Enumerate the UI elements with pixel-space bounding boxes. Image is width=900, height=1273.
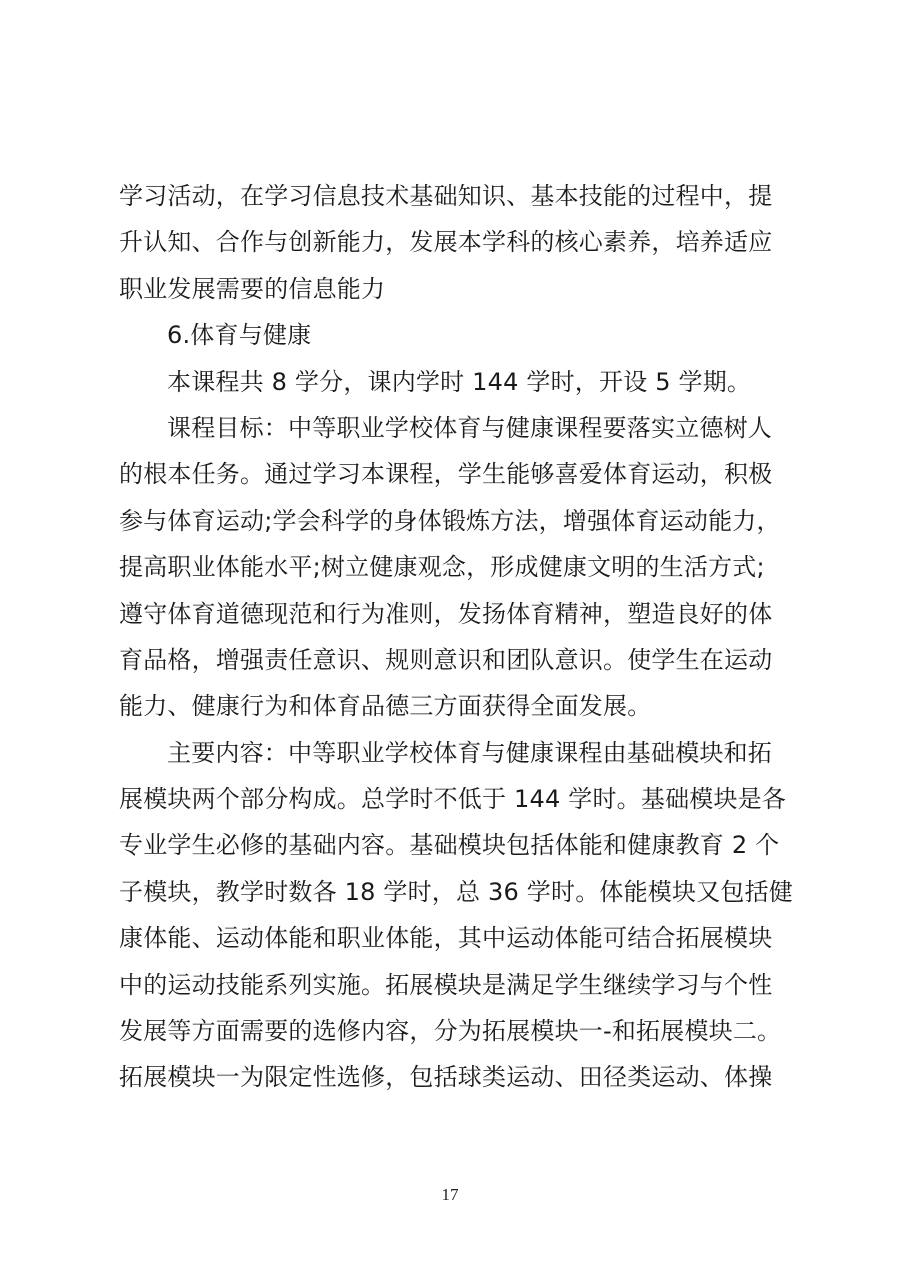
text-line: 的根本任务。通过学习本课程，学生能够喜爱体育运动，积极 xyxy=(119,460,773,489)
text-line: 职业发展需要的信息能力 xyxy=(119,274,386,303)
page-number: 17 xyxy=(441,1185,459,1204)
text-line: 能力、健康行为和体育品德三方面获得全面发展。 xyxy=(119,692,652,721)
section-heading xyxy=(119,312,791,358)
text-line: 展模块两个部分构成。总学时不低于 144 学时。基础模块是各 xyxy=(119,785,787,814)
text-line: 提高职业体能水平;树立健康观念，形成健康文明的生活方式; xyxy=(119,553,765,582)
text-line: 拓展模块一为限定性选修，包括球类运动、田径类运动、体操 xyxy=(119,1063,773,1092)
paragraph-credits xyxy=(119,359,791,405)
text-line: 中的运动技能系列实施。拓展模块是满足学生继续学习与个性 xyxy=(119,970,773,999)
text-line: 遵守体育道德现范和行为准则，发扬体育精神，塑造良好的体 xyxy=(119,599,773,628)
paragraph-content xyxy=(119,730,791,1101)
paragraph-objectives xyxy=(119,405,791,730)
text-line: 学习活动，在学习信息技术基础知识、基本技能的过程中，提 xyxy=(119,182,773,210)
text-line: 课程目标：中等职业学校体育与健康课程要落实立德树人 xyxy=(167,413,772,442)
text-line: 本课程共 8 学分，课内学时 144 学时，开设 5 学期。 xyxy=(167,367,752,396)
text-line: 升认知、合作与创新能力，发展本学科的核心素养，培养适应 xyxy=(119,228,773,257)
text-line: 参与体育运动;学会科学的身体锻炼方法，增强体育运动能力， xyxy=(119,506,781,535)
body-text xyxy=(119,173,791,1101)
text-line: 康体能、运动体能和职业体能，其中运动体能可结合拓展模块 xyxy=(119,924,773,953)
heading-line: 6.体育与健康 xyxy=(167,321,312,350)
text-line: 专业学生必修的基础内容。基础模块包括体能和健康教育 2 个 xyxy=(119,831,780,860)
text-line: 发展等方面需要的选修内容，分为拓展模块一-和拓展模块二。 xyxy=(119,1017,782,1046)
paragraph-continuation xyxy=(119,173,791,312)
text-line: 子模块，教学时数各 18 学时，总 36 学时。体能模块又包括健 xyxy=(119,877,793,906)
text-line: 育品格，增强责任意识、规则意识和团队意识。使学生在运动 xyxy=(119,645,773,674)
text-line: 主要内容：中等职业学校体育与健康课程由基础模块和拓 xyxy=(167,738,772,767)
